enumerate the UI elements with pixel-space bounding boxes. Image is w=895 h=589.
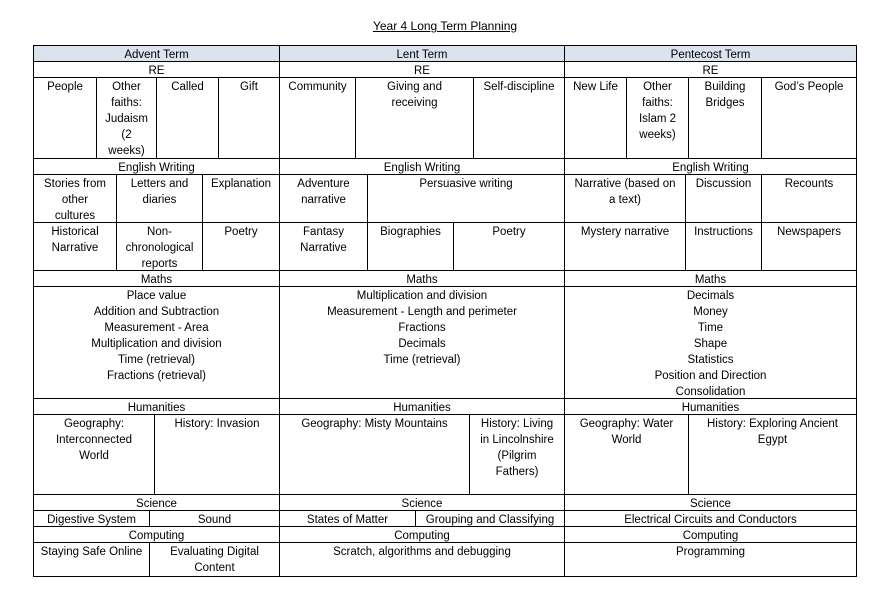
english-lent-cell [453,222,565,271]
subject-header-computing-pentecost: Computing [564,526,857,543]
maths-topic: Measurement - Length and perimeter [327,306,517,318]
english-advent-cell-line: diaries [142,194,177,206]
english-pentecost-cell [761,174,857,223]
maths-topic: Multiplication and division [356,290,488,302]
humanities-advent-cell-line: World [79,450,109,462]
english-advent-cell-line: Historical [51,226,99,238]
re-lent-cell [355,77,474,159]
humanities-lent-cell [279,414,470,495]
maths-topic: Time (retrieval) [118,354,195,366]
science-lent-cell: Grouping and Classifying [415,510,565,527]
humanities-advent-cell [33,414,155,495]
re-pentecost-cell-line: Other [643,81,672,93]
english-lent-cell [279,222,368,271]
maths-topic: Time [697,322,724,334]
science-lent-cell: States of Matter [279,510,416,527]
re-lent-cell-line: Giving and [387,81,442,93]
english-lent-cell-line: narrative [301,194,346,206]
re-advent-cell-line: (2 [121,129,132,141]
english-pentecost-cell-line: Newspapers [777,226,841,238]
humanities-pentecost-cell-line: Egypt [757,434,788,446]
english-advent-cell [33,222,117,271]
subject-header-english-advent: English Writing [33,158,280,175]
page-title: Year 4 Long Term Planning [372,19,518,33]
term-header-pentecost: Pentecost Term [564,45,857,62]
computing-advent-cell [149,542,280,577]
english-pentecost-cell [685,174,762,223]
re-pentecost-cell [626,77,689,159]
re-pentecost-cell-line: Bridges [705,97,745,109]
re-pentecost-cell [688,77,762,159]
subject-header-computing-advent: Computing [33,526,280,543]
english-lent-cell [367,222,454,271]
english-advent-cell [116,222,203,271]
english-advent-cell-line: Stories from [44,178,106,190]
subject-header-humanities-lent: Humanities [279,398,565,415]
maths-pentecost-cell [564,286,857,399]
maths-topic: Decimals [686,290,735,302]
maths-topic: Multiplication and division [91,338,222,350]
re-pentecost-cell-line: Building [704,81,746,93]
re-advent-cell-line: faiths: [111,97,142,109]
re-advent-cell-line: Judaism [105,113,148,125]
subject-header-re-advent: RE [33,61,280,78]
maths-topic: Time (retrieval) [383,354,461,366]
english-pentecost-cell [564,174,686,223]
humanities-advent-cell-line: Interconnected [55,434,133,446]
humanities-advent-cell-line: Geography: [63,418,125,430]
re-pentecost-cell-line: God’s People [774,81,844,93]
computing-advent-cell-line: Evaluating Digital [170,546,259,558]
english-pentecost-cell-line: a text) [609,194,641,206]
subject-header-humanities-advent: Humanities [33,398,280,415]
humanities-lent-cell-line: in Lincolnshire [480,434,554,446]
english-pentecost-cell [564,222,686,271]
re-lent-cell-line: receiving [391,97,438,109]
maths-topic: Money [693,306,728,318]
computing-pentecost-cell [564,542,857,577]
humanities-pentecost-cell-line: History: Exploring Ancient [706,418,839,430]
computing-lent-cell-line: Scratch, algorithms and debugging [333,546,511,558]
re-pentecost-cell-line: faiths: [642,97,673,109]
re-advent-cell-line: Called [171,81,204,93]
maths-lent-cell [279,286,565,399]
maths-topic: Shape [693,338,728,350]
humanities-pentecost-cell [688,414,857,495]
term-header-lent: Lent Term [279,45,565,62]
subject-header-science-lent: Science [279,494,565,511]
maths-topic: Position and Direction [654,370,767,382]
subject-header-maths-pentecost: Maths [564,270,857,287]
maths-topic: Fractions (retrieval) [106,370,207,382]
re-advent-cell-line: People [47,81,83,93]
re-advent-cell-line: Other [112,81,141,93]
maths-topic: Measurement - Area [104,322,209,334]
english-pentecost-cell-line: Instructions [694,226,753,238]
re-advent-cell [156,77,219,159]
maths-topic: Fractions [398,322,446,334]
subject-header-english-lent: English Writing [279,158,565,175]
english-advent-cell-line: Poetry [224,226,258,238]
science-advent-cell: Sound [149,510,280,527]
re-lent-cell [473,77,565,159]
subject-header-science-pentecost: Science [564,494,857,511]
maths-topic: Statistics [687,354,734,366]
subject-header-maths-advent: Maths [33,270,280,287]
planning-table [33,45,856,576]
english-advent-cell [116,174,203,223]
re-lent-cell-line: Self-discipline [483,81,555,93]
re-advent-cell [218,77,280,159]
maths-topic: Place value [126,290,187,302]
subject-header-re-lent: RE [279,61,565,78]
subject-header-re-pentecost: RE [564,61,857,78]
re-advent-cell [96,77,157,159]
english-advent-cell [202,222,280,271]
humanities-pentecost-cell-line: Geography: Water [579,418,674,430]
english-lent-cell-line: Persuasive writing [419,178,513,190]
english-pentecost-cell-line: Mystery narrative [580,226,670,238]
humanities-pentecost-cell-line: World [611,434,642,446]
re-pentecost-cell-line: New Life [573,81,618,93]
subject-header-maths-lent: Maths [279,270,565,287]
re-pentecost-cell [761,77,857,159]
humanities-lent-cell-line: (Pilgrim [497,450,537,462]
english-lent-cell-line: Poetry [492,226,526,238]
english-lent-cell-line: Adventure [297,178,350,190]
english-pentecost-cell-line: Narrative (based on [574,178,676,190]
english-advent-cell-line: Letters and [130,178,189,190]
english-advent-cell [33,174,117,223]
subject-header-computing-lent: Computing [279,526,565,543]
english-lent-cell-line: Fantasy [303,226,344,238]
english-lent-cell-line: Narrative [300,242,347,254]
humanities-advent-cell [154,414,280,495]
re-lent-cell-line: Community [288,81,347,93]
english-advent-cell-line: cultures [54,210,96,222]
science-advent-cell: Digestive System [33,510,150,527]
computing-pentecost-cell-line: Programming [675,546,746,558]
humanities-pentecost-cell [564,414,689,495]
subject-header-humanities-pentecost: Humanities [564,398,857,415]
computing-advent-cell [33,542,150,577]
computing-advent-cell-line: Content [194,562,235,574]
computing-advent-cell-line: Staying Safe Online [40,546,143,558]
english-advent-cell-line: Narrative [51,242,99,254]
humanities-lent-cell [469,414,565,495]
subject-header-science-advent: Science [33,494,280,511]
science-pentecost-cell: Electrical Circuits and Conductors [564,510,857,527]
english-advent-cell-line: other [61,194,89,206]
english-pentecost-cell [761,222,857,271]
english-advent-cell-line: Explanation [210,178,272,190]
re-pentecost-cell [564,77,627,159]
computing-lent-cell [279,542,565,577]
re-advent-cell [33,77,97,159]
re-pentecost-cell-line: Islam 2 [638,113,677,125]
re-advent-cell-line: weeks) [108,145,145,157]
humanities-lent-cell-line: History: Living [480,418,554,430]
humanities-lent-cell-line: Geography: Misty Mountains [301,418,448,430]
humanities-advent-cell-line: History: Invasion [174,418,260,430]
maths-topic: Decimals [398,338,446,350]
english-advent-cell-line: chronological [125,242,194,254]
english-pentecost-cell-line: Recounts [784,178,834,190]
subject-header-english-pentecost: English Writing [564,158,857,175]
english-advent-cell-line: reports [141,258,178,270]
english-pentecost-cell-line: Discussion [695,178,752,190]
maths-topic: Addition and Subtraction [93,306,220,318]
english-advent-cell-line: Non- [147,226,172,238]
maths-advent-cell [33,286,280,399]
re-lent-cell [279,77,356,159]
english-lent-cell [279,174,368,223]
re-pentecost-cell-line: weeks) [639,129,676,141]
english-lent-cell [367,174,565,223]
maths-topic: Consolidation [675,386,746,398]
re-advent-cell-line: Gift [240,81,258,93]
english-pentecost-cell [685,222,762,271]
english-advent-cell [202,174,280,223]
term-header-advent: Advent Term [33,45,280,62]
humanities-lent-cell-line: Fathers) [495,466,539,478]
english-lent-cell-line: Biographies [380,226,441,238]
